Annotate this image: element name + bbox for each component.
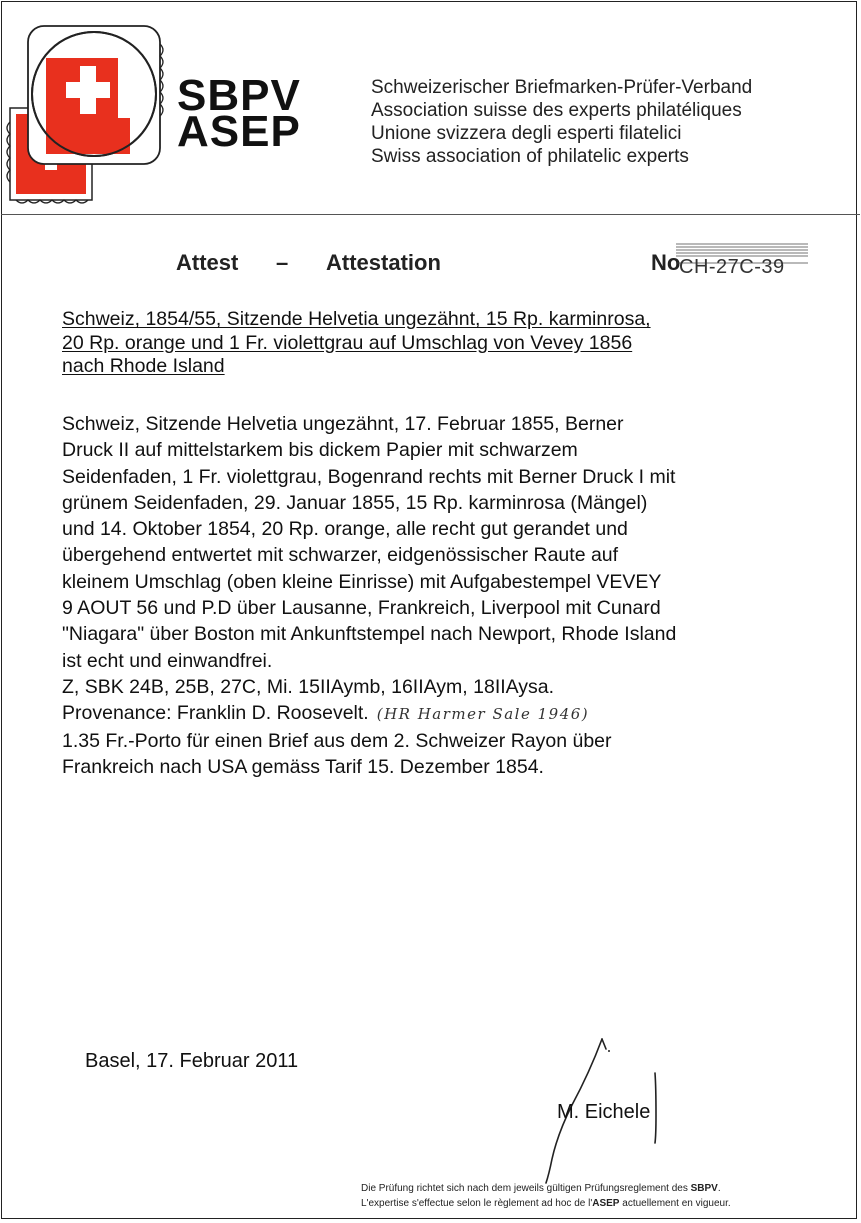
- body-line: übergehend entwertet mit schwarzer, eidgenössischer Raute auf: [62, 544, 619, 567]
- brand-sbpv: SBPV: [177, 71, 301, 120]
- postage-line: 1.35 Fr.-Porto für einen Brief aus dem 2. Schweizer Rayon über: [62, 729, 612, 752]
- body-line: kleinem Umschlag (oben kleine Einrisse) mit Aufgabestempel VEVEY: [62, 570, 662, 593]
- association-name-it: Unione svizzera degli esperti filatelici: [371, 123, 682, 144]
- place-date: Basel, 17. Februar 2011: [85, 1050, 299, 1072]
- footer-fr: L'expertise s'effectue selon le règlement ad hoc de l'ASEP actuellement en vigueur.: [361, 1198, 731, 1209]
- header-divider: [1, 214, 860, 215]
- body-line: und 14. Oktober 1854, 20 Rp. orange, alle recht gut gerandet und: [62, 518, 628, 541]
- body-line: 9 AOUT 56 und P.D über Lausanne, Frankreich, Liverpool mit Cunard: [62, 597, 661, 620]
- footer-de: Die Prüfung richtet sich nach dem jeweils gültigen Prüfungsreglement des SBPV.: [361, 1183, 721, 1194]
- association-name-de: Schweizerischer Briefmarken-Prüfer-Verband: [371, 77, 753, 98]
- signer-name: M. Eichele: [557, 1101, 651, 1123]
- handwritten-note: (HR Harmer Sale 1946): [376, 705, 590, 724]
- subject-line: nach Rhode Island: [62, 355, 225, 377]
- subject-line: 20 Rp. orange und 1 Fr. violettgrau auf Umschlag von Vevey 1856: [62, 331, 633, 354]
- brand-asep: ASEP: [177, 107, 301, 156]
- certificate-subject: [62, 308, 782, 379]
- sbpv-stamp-logo: [2, 22, 174, 214]
- body-line: Z, SBK 24B, 25B, 27C, Mi. 15IIAymb, 16IIAym, 18IIAysa.: [62, 675, 555, 698]
- front-stamp-icon: [28, 26, 160, 164]
- certificate-number-label: No: [651, 250, 681, 275]
- association-name-en: Swiss association of philatelic experts: [371, 146, 689, 167]
- footer-note: [361, 1181, 731, 1211]
- certificate-body: [62, 411, 822, 780]
- body-line: grünem Seidenfaden, 29. Januar 1855, 15 Rp. karminrosa (Mängel): [62, 491, 648, 514]
- title-attest: Attest: [176, 250, 239, 275]
- body-line: ist echt und einwandfrei.: [62, 649, 273, 672]
- brand-wordmark: [177, 71, 301, 156]
- postage-line: Frankreich nach USA gemäss Tarif 15. Dezember 1854.: [62, 755, 544, 778]
- association-names: [371, 76, 752, 168]
- body-line: Seidenfaden, 1 Fr. violettgrau, Bogenrand rechts mit Berner Druck I mit: [62, 465, 676, 488]
- provenance-label: Provenance: Franklin D. Roosevelt.: [62, 702, 369, 725]
- body-line: "Niagara" über Boston mit Ankunftstempel nach Newport, Rhode Island: [62, 623, 677, 646]
- title-attestation: Attestation: [326, 250, 441, 275]
- provenance-line: [62, 700, 822, 727]
- body-line: Druck II auf mittelstarkem bis dickem Papier mit schwarzem: [62, 439, 578, 462]
- association-name-fr: Association suisse des experts philatéliques: [371, 100, 742, 121]
- title-dash: –: [276, 250, 289, 275]
- certificate-number: CH-27C-39: [679, 256, 785, 278]
- body-line: Schweiz, Sitzende Helvetia ungezähnt, 17. Februar 1855, Berner: [62, 413, 624, 435]
- subject-line: Schweiz, 1854/55, Sitzende Helvetia ungezähnt, 15 Rp. karminrosa,: [62, 308, 651, 330]
